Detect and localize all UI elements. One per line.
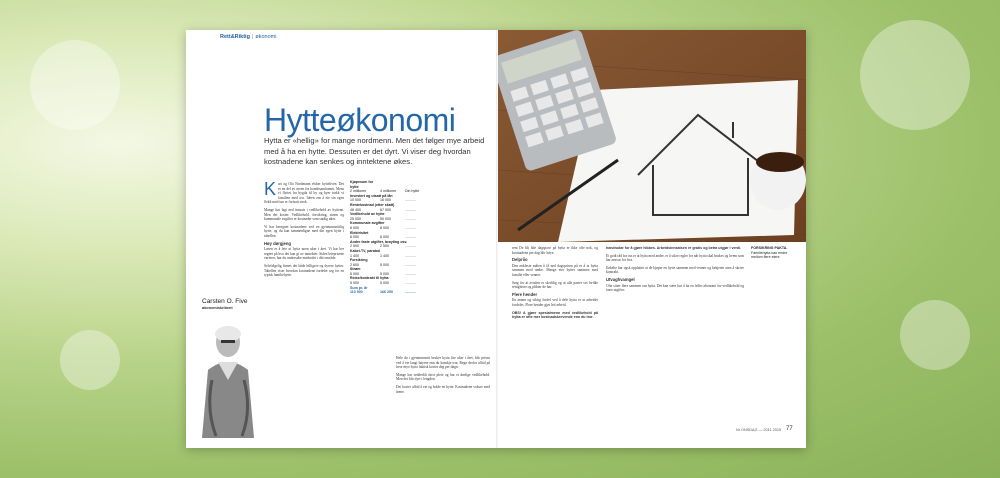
paragraph: Sørg for at avtalen er skriftlig og at alle parter vet hvilke rettigheter og plikter de har. [512, 280, 598, 290]
paragraph: Det koster alltid å eie og holde en hytte. Kostnadene vokser med årene. [396, 384, 490, 394]
paragraph-bold: handrudar for å gjøre hibbes. Arbeidsinnsatsen er gratis og betra utgjør i verdi. [606, 246, 742, 250]
paragraph: Hele du i gjennomsnitt bruker hytta fire uker i året, blir prisen ved å eie langt høyere enn du kanskje tror. Regn derfor alltid på hvor mye hytta faktisk koster deg per døgn. [396, 356, 490, 370]
table-row-label: Rentekostnad (etter skatt) [350, 202, 395, 207]
table-cell: ........... [405, 290, 416, 295]
bokeh-light [30, 40, 120, 130]
table-row [350, 267, 428, 276]
article-lede: Hytta er «hellig» for mange nordmenn. Men det følger mye arbeid med å ha en hytte. Dessuten er det dyrt. Vi viser deg hvordan kostnadene kan senkes og inntektene økes. [264, 136, 485, 166]
table-row [350, 276, 428, 285]
table-cell: ........... [405, 281, 416, 286]
magazine-spread [186, 30, 806, 448]
table-cell: 48 400 [350, 207, 361, 212]
section-separator: | [251, 34, 254, 40]
subheading: Høy dørgjeng [264, 240, 291, 246]
table-row-label: Elektrisitet [350, 230, 369, 235]
table-row [350, 258, 428, 267]
author-photo [198, 310, 260, 438]
column-1 [264, 179, 344, 281]
table-cell: ........... [405, 244, 416, 249]
paragraph: Et godt råd fra oss er at hytta med andre, er å sikre regler for når hytta skal brukes og hvem som har ansvar for hva. [606, 253, 744, 263]
bokeh-light [60, 330, 120, 390]
table-cell: ........... [405, 235, 416, 240]
table-cell: 4 millioner [380, 189, 397, 194]
paragraph: Mange har lagt ned innsats i vedlikehold av hyttene. Men det koster. Vedlikehold, forsikring, strøm og kommunale avgifter er kostnader som stadig øker. [264, 207, 344, 222]
table-row-label: Kabel-TV, parabol [350, 248, 381, 253]
table-row-label: Vedlikehold av hytte [350, 212, 385, 217]
table-cell: 5 000 [350, 271, 359, 276]
cost-table [350, 180, 428, 295]
column-3 [396, 356, 490, 397]
table-cell: 16 000 [380, 198, 391, 203]
sidebar-note [751, 246, 799, 260]
author-name: Carsten O. Five [202, 298, 248, 305]
table-cell: 6 000 [380, 235, 389, 240]
table-cell: 67 000 [380, 207, 391, 212]
table-cell: 166 200 [380, 290, 393, 295]
table-row [350, 231, 428, 240]
paragraph: Selvfølgelig finnes det både billigere og dyrere hytter. Tabellen viser hvordan kostnadene fordeler seg for en typisk familiehytte. [264, 263, 344, 278]
paragraph: ari og Ola Nordmann elsker hytteliven. Det er en del av arven fra bondesamfunnet. Mens vi flyttet fra bygda til by og byer trakk vi familien med oss. Ideen om å eie sin egen flekk med tun er fortsatt sterk. [264, 182, 344, 205]
section-sub: økonomi [255, 34, 277, 40]
table-sum-label: Sum pr. år [350, 285, 368, 290]
column-5 [606, 246, 744, 296]
table-row [350, 212, 428, 221]
table-cell: 5 000 [380, 271, 389, 276]
table-cell: ........... [405, 207, 416, 212]
table-cell: ........... [405, 271, 416, 276]
paragraph: Vi har beregnet kostnadene ved en gjennomsnittlig hytte, og du kan sammenligne med din egen hytte i tabellen. [264, 224, 344, 238]
table-row-label: Kommunale avgifter [350, 221, 385, 226]
paragraph: Mange har sedderbli først pleie og har et dørlige vedlikehold. Men det blir dyrt i lengden. [396, 372, 490, 382]
paragraph-bold: OBS! A gjøre spesialmenn med vedlikehold på hytta er ofte mer kostnadskrevende enn du tror. [512, 310, 598, 320]
sidebar-title: FORSIKRING PAKTA. [751, 246, 788, 250]
section-label [220, 34, 276, 40]
table-cell: 2 500 [350, 244, 359, 249]
table-cell: ........... [405, 253, 416, 258]
table-row-label: Reise/kontrakt til hytta [350, 276, 389, 281]
table-row [350, 249, 428, 258]
table-cell: 2 millioner [350, 189, 367, 194]
table-cell: ........... [405, 262, 416, 267]
table-cell: ........... [405, 216, 416, 221]
paragraph: En annen og viktig fordel ved å dele hytta er at arbeidet fordeles. Flere hender gjør lett arbeid. [512, 298, 598, 307]
calculator-house-photo [498, 30, 806, 242]
paragraph: Ofte sitter flere sammen om hytta. Det kan være lurt å ha en felles økonomi for vedlikehold og faste utgifter. [606, 283, 744, 293]
table-cell: 2 500 [380, 244, 389, 249]
bokeh-light [860, 20, 970, 130]
author-role: økonomiskribent [202, 306, 233, 310]
page-footer: Nr ONSDAG — 2011 2015 [736, 428, 782, 432]
table-header-label: Kjøpesum for hytte [350, 180, 374, 189]
section-name: Rett&Riktig [220, 34, 250, 40]
table-cell: 10 000 [350, 198, 361, 203]
table-cell: 2 600 [350, 262, 359, 267]
table-row [350, 240, 428, 249]
table-header [350, 180, 428, 189]
table-cell: ........... [405, 225, 416, 230]
bokeh-light [900, 300, 970, 370]
table-row [350, 221, 428, 230]
table-cell: 1 400 [380, 253, 389, 258]
table-row-label: Forsikring [350, 258, 368, 263]
subheading: Flere hender [512, 291, 538, 297]
table-cell: 6 000 [350, 225, 359, 230]
table-cell: 5 000 [380, 262, 389, 267]
dropcap: K [264, 179, 277, 199]
paragraph: Enkelte har også oppfattet at de kjøper en hytte sammen med venner og bekjente uten å skrive kontrakt. [606, 265, 744, 275]
table-row-label: Strøm [350, 267, 361, 272]
table-cell: 50 000 [380, 216, 391, 221]
table-cell: 5 000 [380, 281, 389, 286]
table-sum-row [350, 286, 428, 295]
subheading: Utvaghvamgel [606, 276, 635, 282]
article-title: Hytteøkonomi [264, 102, 456, 138]
table-row-label: Investert og utsatt på lån [350, 193, 393, 198]
page-number: 77 [786, 426, 793, 432]
paragraph: Den enkleste måten å få ned dagsprisen på er å ta hytta sammen med andre. Mange eier hytter sammen med familie eller venner. [512, 263, 598, 277]
table-cell: ........... [405, 198, 416, 203]
table-row-label: Andre faste utgifter, brøyting osv. [350, 239, 408, 244]
table-cell: Din hytte [405, 189, 420, 194]
table-cell: 5 000 [350, 281, 359, 286]
table-cell: 25 000 [350, 216, 361, 221]
subheading: Delpriio [512, 257, 528, 263]
table-cell: 110 500 [350, 290, 363, 295]
sidebar-text: Familiehytta kan endre mellom flere eiere. [751, 250, 788, 260]
column-4 [512, 246, 598, 323]
paragraph: rent De bli hile dagspose på hytta er ikke ofte nok, og kostnadene per dag blir høye. [512, 246, 598, 255]
table-row [350, 203, 428, 212]
table-cell: 8 000 [380, 225, 389, 230]
table-cell: 6 000 [350, 235, 359, 240]
paragraph: Løsen er å leie ut hytta noen uker i året. Vi har her regnet på hva det kan gi av inntekter. Siden leieprisene varierer, bør du undersøke markedet i ditt område. [264, 247, 344, 261]
table-row [350, 194, 428, 203]
table-cell: 1 400 [350, 253, 359, 258]
